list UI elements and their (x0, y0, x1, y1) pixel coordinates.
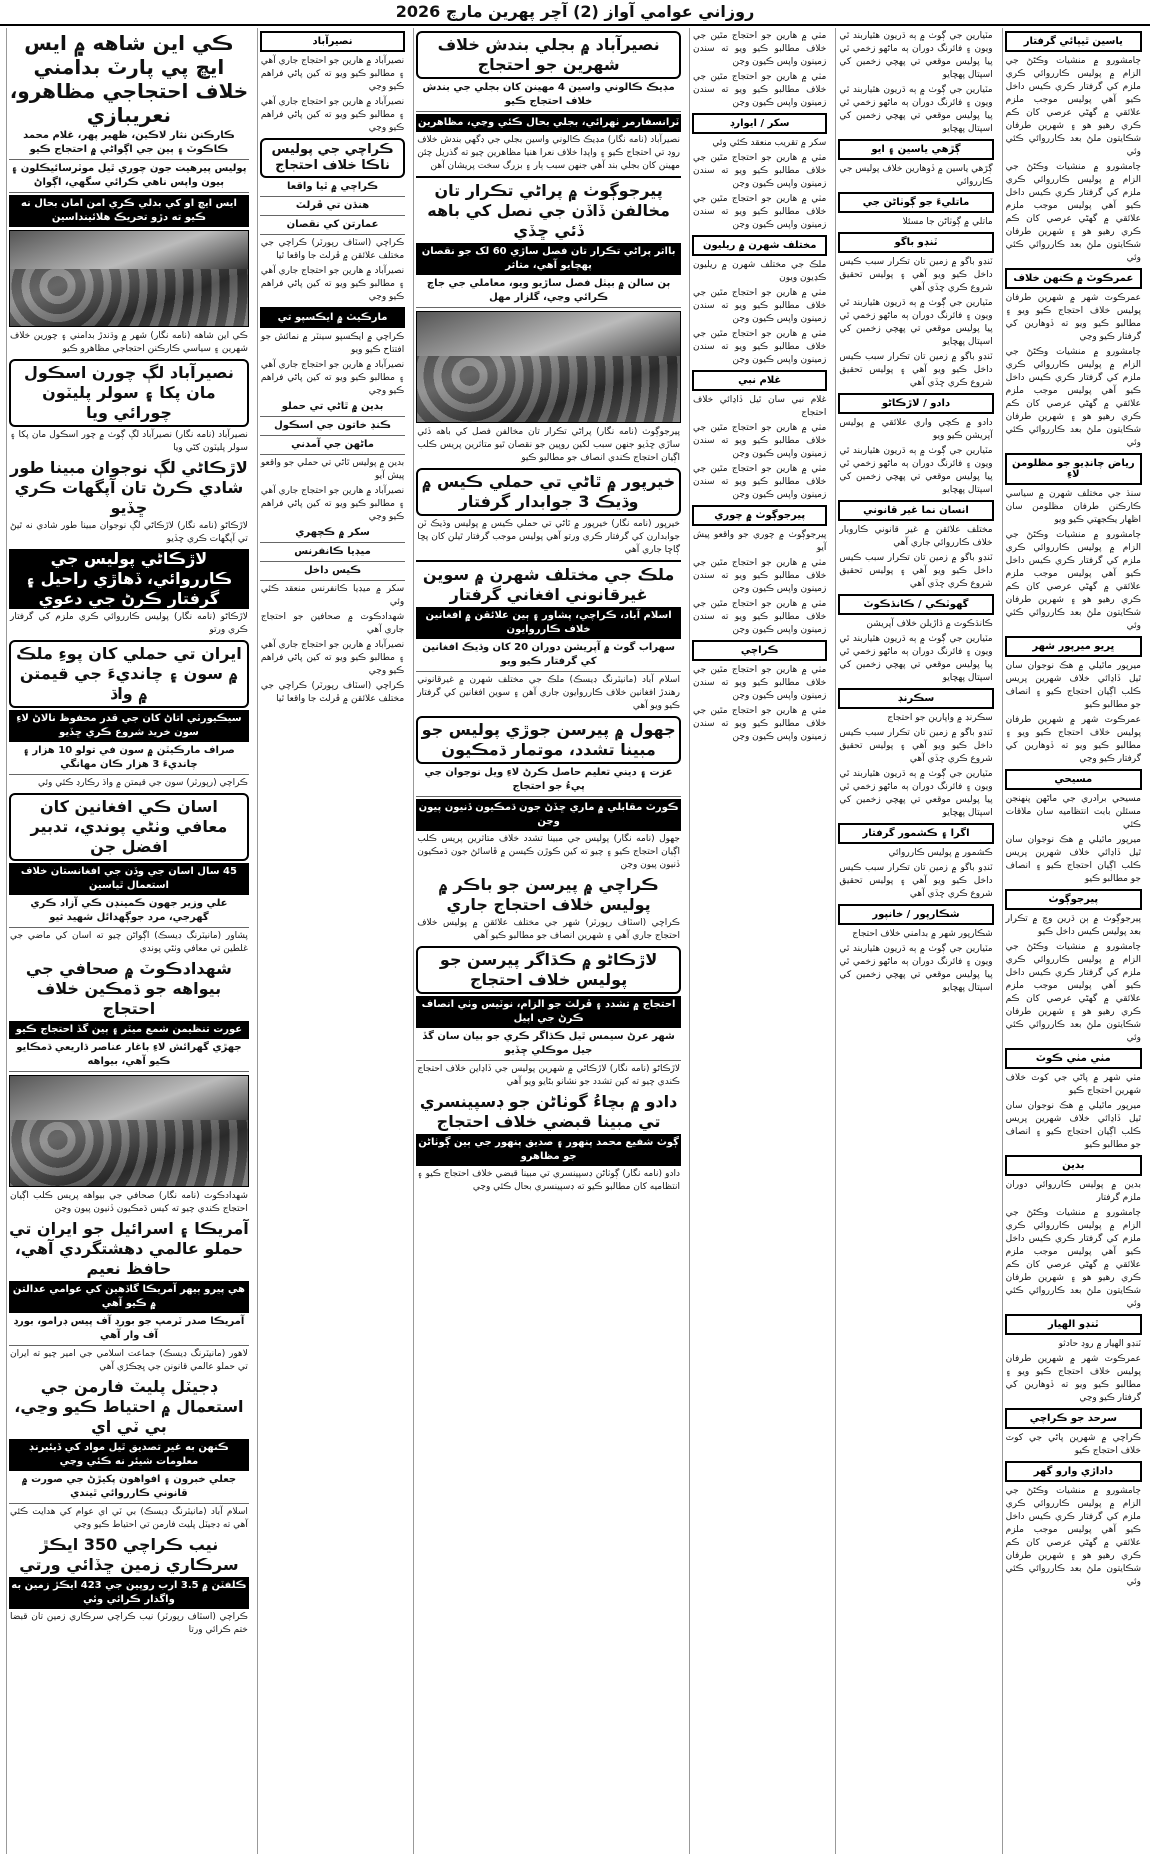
subheadline: سهراب گوٺ ۾ آپريشن دوران 20 کان وڌيڪ افغانين کي گرفتار ڪيو ويو (416, 641, 681, 672)
article-body: شهدادڪوٽ (نامه نگار) صحافي جي بيواهه پريس ڪلب اڳيان احتجاج ڪندي چيو ته کيس ڌمڪيون ڏنيون پيون وڃن (9, 1191, 248, 1214)
kicker: غلام نبي (692, 370, 827, 391)
headline: لاڙڪاڻي پوليس جي ڪارروائي، ڏهاڙي راحيل ۽ گرفتار ڪرڻ جي دعوي (9, 549, 249, 609)
subheadline: عمارتن کي نقصان (260, 218, 405, 235)
article-body: ڄامشورو ۾ منشيات وڪڻڻ جي الزام ۾ پوليس ڪارروائي ڪري ملزم کي گرفتار ڪري ڪيس داخل ڪيو آهي پوليس موجب ملزم علائقي ۾ گهڻي عرصي کان ڪم ڪري رهيو هو ۽ شهرين طرفان شڪايتون ملڻ بعد ڪارروائي ڪئي وئي (1005, 347, 1141, 448)
subheadline: ايس ايڇ او کي بدلي ڪري امن امان بحال نه ڪيو ته دڙو تحريڪ هلائينداسين (9, 195, 249, 227)
column-3 (689, 28, 829, 1854)
column-1 (1002, 28, 1144, 1854)
article-body: مٺي ۾ هارين جو احتجاج مٿين جي خلاف مطالبو ڪيو ويو ته سندن زمينون واپس ڪيون وڃن (692, 72, 827, 108)
article-body: عمرڪوٽ شهر ۾ شهرين طرفان پوليس خلاف احتجاج ڪيو ويو ۽ مطالبو ڪيو ويو ته ڏوهارين کي گرفتار ڪيو وڃي (1005, 293, 1141, 342)
article-body: بدين ۾ پوليس ڪارروائي دوران ملزم گرفتار (1005, 1180, 1141, 1203)
headline: ملڪ جي مختلف شهرن ۾ سوين غيرقانوني افغاني گرفتار (422, 565, 675, 604)
news-photo (9, 230, 249, 327)
kicker: عمرڪوٽ ۾ ڪنهن خلاف (1005, 268, 1142, 289)
columns (6, 28, 1144, 1854)
column-5 (257, 28, 407, 1854)
article-body: ڪراچي (اسٽاف رپورٽر) ڪراچي جي مختلف علائقن ۾ ڦرلٽ جا واقعا ٿيا (260, 238, 405, 261)
kicker: ڀريو ميرپور شهر (1005, 636, 1142, 657)
headline: نيب ڪراچي 350 ايڪڙ سرڪاري زمين ڇڏائي ورتي (19, 1535, 239, 1574)
headline: ڪي اين شاهه ۾ ايس ايڇ پي پارٽ بدامني خلاف احتجاجي مظاهرو، نعريبازي (9, 31, 249, 127)
article-body: مٺي ۾ هارين جو احتجاج مٿين جي خلاف مطالبو ڪيو ويو ته سندن زمينون واپس ڪيون وڃن (692, 423, 827, 459)
headline: آمريڪا ۽ اسرائيل جو ايران تي حملو عالمي دهشتگردي آهي، حافظ نعيم (9, 1219, 249, 1278)
subheadline: شهر عرڻ سيمس ٿيل ڪڌاگر ڪري جو بيان سان گڏ جيل موڪلي ڇڏيو (416, 1030, 681, 1061)
article-body: ٽنڊو باگو ۾ زمين تان تڪرار سبب ڪيس داخل ڪيو ويو آهي ۽ پوليس تحقيق شروع ڪري ڇڏي آهي (839, 728, 993, 764)
headline: اسان ڪي افغانين کان معافي وٺڻي پوندي، تدبير افضل جن (9, 793, 249, 861)
kicker: انسان نما غير قانوني (838, 500, 993, 521)
subheadline: سيڪيورٽي اتاڻ کان جي قدر محفوظ نالاڻ لاءِ سون خريد شروع ڪري ڇڏيو (9, 710, 249, 742)
kicker: ياسين ٿيٻائي گرفتار (1005, 31, 1142, 52)
article-body: مٽيارين جي ڳوٺ ۾ ٻه ڌريون هٿياربند ٿي ويون ۽ فائرنگ دوران ٻه ماڻهو زخمي ٿي پيا پوليس موقعي تي پهچي زخمين کي اسپتال پهچايو (839, 31, 993, 80)
divider (416, 560, 681, 562)
masthead: روزاني عوامي آواز (2) آچر پهرين مارچ 2026 (0, 0, 1150, 26)
kicker: پيرجوڳوٺ ۾ چوري (692, 505, 827, 526)
article-body: نصيرآباد (نامه نگار) نصيرآباد لڳ ڳوٺ ۾ چور اسڪول مان پکا ۽ سولر پليٽون کڻي ويا (9, 430, 248, 453)
article-body: ماتلي ۾ ڳوٺاڻن جا مسئلا (902, 217, 993, 227)
subheadline: ٽرانسفارمر ٺهرائي، بجلي بحال ڪئي وڃي، مظاهرين (416, 114, 681, 132)
article-body: مٽيارين جي ڳوٺ ۾ ٻه ڌريون هٿياربند ٿي ويون ۽ فائرنگ دوران ٻه ماڻهو زخمي ٿي پيا پوليس موقعي تي پهچي زخمين کي اسپتال پهچايو (839, 944, 993, 993)
article-body: خيرپور (نامه نگار) خيرپور ۾ ٿاڻي تي حملي ڪيس ۾ پوليس وڌيڪ ٽن جوابدارن کي گرفتار ڪري ورتو آهي پوليس موجب گرفتار ٿيلن کان پڇا ڳاڇا جاري آهي (417, 519, 680, 555)
kicker: شڪارپور / خانپور (838, 904, 993, 925)
subheadline: پوليس پيرهيت جون چوري ٿيل موٽرسائيڪلون ۽ ٻيون واپس ناهي ڪرائي سگهي، اڳواڻ (9, 162, 249, 193)
headline: جهول ۾ پيرسن جوڙي پوليس جو مبينا تشدد، موتمار ڌمڪيون (416, 716, 681, 764)
kicker: اگرا ۽ ڪشمور گرفتار (838, 823, 993, 844)
subheadline: سکر ۾ ڪچهري (260, 526, 405, 543)
article-body: اسلام آباد (مانيٽرنگ ڊيسڪ) بي ٽي اي عوام کي هدايت ڪئي آهي ته ڊجيٽل پليٽ فارمن تي احتياط ڪيو وڃي (9, 1507, 248, 1530)
kicker: مسيحي (1005, 769, 1142, 790)
article-body: سنڌ جي مختلف شهرن ۾ سياسي ڪارڪنن طرفان مظلومن سان اظهار يڪجهتي ڪيو ويو (1005, 489, 1141, 525)
kicker: ڪراچي (692, 640, 827, 661)
article-body: ڄامشورو ۾ منشيات وڪڻڻ جي الزام ۾ پوليس ڪارروائي ڪري ملزم کي گرفتار ڪري ڪيس داخل ڪيو آهي پوليس موجب ملزم علائقي ۾ گهڻي عرصي کان ڪم ڪري رهيو هو ۽ شهرين طرفان شڪايتون ملڻ بعد ڪارروائي ڪئي وئي (1005, 162, 1141, 263)
article-body: مٺي ۾ هارين جو احتجاج مٿين جي خلاف مطالبو ڪيو ويو ته سندن زمينون واپس ڪيون وڃن (692, 599, 827, 635)
article-body: ڪي اين شاهه (نامه نگار) شهر ۾ وڌندڙ بدامني ۽ چورين خلاف شهرين ۽ سياسي ڪارڪنن احتجاجي مظاهرو ڪيو (9, 331, 248, 354)
subheadline: احتجاج ۾ تشدد ۽ ڦرلٽ جو الزام، نوٽيس وٺي انصاف ڪرڻ جي اپيل (416, 996, 681, 1028)
kicker: ڳڙهي ياسين ۽ ايو (838, 139, 993, 160)
kicker: داداڙي وارو گهر (1005, 1461, 1142, 1482)
article-body: نصيرآباد ۾ هارين جو احتجاج جاري آهي ۽ مطالبو ڪيو ويو ته کين پاڻي فراهم ڪيو وڃي (260, 640, 405, 676)
article-body: ڪانڌڪوٽ ۾ ڌاڙيلن خلاف آپريشن (866, 619, 993, 629)
article-body: نصيرآباد ۾ هارين جو احتجاج جاري آهي ۽ مطالبو ڪيو ويو ته کين پاڻي فراهم ڪيو وڃي (260, 360, 405, 396)
article-body: مٺي شهر ۾ پاڻي جي کوٽ خلاف شهرين احتجاج ڪيو (1005, 1073, 1141, 1096)
kicker: ماتليءَ جو ڳوٺاڻن جي (838, 192, 993, 213)
subheadline: ٻن سالن ۾ بيٺل فصل ساڙيو ويو، معاملي جي جاچ ڪرائي وڃي، گلزار مهل (416, 277, 681, 308)
kicker: پيرجوڳوٺ (1005, 889, 1142, 910)
kicker: گهوٽڪي / ڪانڌڪوٽ (838, 594, 993, 615)
article-body: مٺي ۾ هارين جو احتجاج مٿين جي خلاف مطالبو ڪيو ويو ته سندن زمينون واپس ڪيون وڃن (692, 153, 827, 189)
article-body: ميرپور ماٿيلي ۾ هڪ نوجوان سان ٿيل ڏاڍائي خلاف شهرين پريس ڪلب اڳيان احتجاج ڪيو ۽ انصاف جو مطالبو ڪيو (1005, 835, 1141, 884)
subheadline: عورت تنظيمن شمع ميٽر ۽ ٻين گڏ احتجاج ڪيو (9, 1021, 249, 1039)
article-body: نصيرآباد ۾ هارين جو احتجاج جاري آهي ۽ مطالبو ڪيو ويو ته کين پاڻي فراهم ڪيو وڃي (260, 486, 405, 522)
article-body: لاڙڪاڻو (نامه نگار) پوليس ڪارروائي ڪري ملزم کي گرفتار ڪري ورتو (9, 612, 248, 635)
kicker: بدين (1005, 1155, 1142, 1176)
column-4 (413, 28, 683, 1854)
subheadline: هنڌن تي ڦرلٽ (260, 199, 405, 216)
kicker: ٽنڊو الهيار (1005, 1314, 1142, 1335)
column-2 (835, 28, 995, 1854)
news-photo (9, 1075, 249, 1187)
article-body: مختلف علائقن ۾ غير قانوني ڪاروبار خلاف ڪارروائي جاري آهي (839, 525, 993, 548)
article-body: شهدادڪوٽ ۾ صحافين جو احتجاج جاري آهي (260, 612, 405, 635)
headline: ڪراچي جي پوليس ناڪا خلاف احتجاج (260, 138, 405, 178)
subheadline: ڳوٺ شفيع محمد پنهور ۽ صديق پنهور جي ٻين ڳوٺاڻن جو مظاهرو (416, 1134, 681, 1166)
article-body: مٺي ۾ هارين جو احتجاج مٿين جي خلاف مطالبو ڪيو ويو ته سندن زمينون واپس ڪيون وڃن (692, 558, 827, 594)
column-6 (6, 28, 251, 1854)
article-body: مٽيارين جي ڳوٺ ۾ ٻه ڌريون هٿياربند ٿي ويون ۽ فائرنگ دوران ٻه ماڻهو زخمي ٿي پيا پوليس موقعي تي پهچي زخمين کي اسپتال پهچايو (839, 85, 993, 134)
headline: پيرجوڳوٺ ۾ پراڻي تڪرار تان مخالفن ڏاڏن جي نصل کي باهه ڏئي ڇڏي (427, 181, 670, 240)
subheadline: آمريڪا صدر ٽرمپ جو بورڊ آف پيس ڊرامو، بورڊ آف وار آهي (9, 1315, 249, 1346)
kicker: سکر / ايوارڊ (692, 113, 827, 134)
subheadline: مڊيڪ ڪالوني واسين 4 مهينن کان بجلي جي بندش خلاف احتجاج ڪيو (416, 81, 681, 112)
headline: خيرپور ۾ ٿاڻي تي حملي ڪيس ۾ وڌيڪ 3 جوابدار گرفتار (416, 468, 681, 516)
article-body: مٺي ۾ هارين جو احتجاج مٿين جي خلاف مطالبو ڪيو ويو ته سندن زمينون واپس ڪيون وڃن (692, 31, 827, 67)
kicker: سڪرنڊ (838, 688, 993, 709)
headline: ڊجيٽل پليٽ فارمن جي استعمال ۾ احتياط ڪيو وڃي، بي ٽي اي (14, 1377, 244, 1436)
subheadline: علي وزير جهون ڪمينڊن ڪي آزاد ڪري گهرجي، مرد جوڳهدائل شهيد ثيو (9, 897, 249, 928)
subheadline: صراف مارڪيٽن ۾ سون في تولو 10 هزار ۽ چانديءَ 3 هزار ڪان مهانگي (9, 744, 249, 775)
article-body: مٺي ۾ هارين جو احتجاج مٿين جي خلاف مطالبو ڪيو ويو ته سندن زمينون واپس ڪيون وڃن (692, 329, 827, 365)
kicker: سرحد جو ڪراچي (1005, 1408, 1142, 1429)
article-body: ميرپور ماٿيلي ۾ هڪ نوجوان سان ٿيل ڏاڍائي خلاف شهرين پريس ڪلب اڳيان احتجاج ڪيو ۽ انصاف جو مطالبو ڪيو (1005, 661, 1141, 710)
subheadline: 45 سال اسان جي وڏن جي افغانستان خلاف استعمال ٿياسين (9, 863, 249, 895)
article-body: ٽنڊو باگو ۾ زمين تان تڪرار سبب ڪيس داخل ڪيو ويو آهي ۽ پوليس تحقيق شروع ڪري ڇڏي آهي (839, 352, 993, 388)
article-body: اسلام آباد (مانيٽرنگ ڊيسڪ) ملڪ جي مختلف شهرن ۾ غيرقانوني رهندڙ افغانين خلاف ڪارروايون جاري آهن ۽ سوين افغانين کي گرفتار ڪيو ويو آهي (417, 675, 680, 711)
subheadline: جهڙي گهرائش لاءِ باغار عناصر ڌاريعي ڌمڪايو ڪيو آهي، بيواهه (9, 1041, 249, 1072)
article-body: ملڪ جي مختلف شهرن ۾ ريليون ڪڍيون ويون (692, 260, 827, 283)
subheadline: ڪنڊ خاتون جي اسڪول (260, 419, 405, 436)
article-body: ٽنڊو باگو ۾ زمين تان تڪرار سبب ڪيس داخل ڪيو ويو آهي ۽ پوليس تحقيق شروع ڪري ڇڏي آهي (839, 553, 993, 589)
article-body: مٽيارين جي ڳوٺ ۾ ٻه ڌريون هٿياربند ٿي ويون ۽ فائرنگ دوران ٻه ماڻهو زخمي ٿي پيا پوليس موقعي تي پهچي زخمين کي اسپتال پهچايو (839, 298, 993, 347)
article-body: بدين ۾ پوليس ٿاڻي تي حملي جو واقعو پيش آيو (260, 458, 405, 481)
kicker: دادو / لاڙڪاڻو (838, 393, 993, 414)
article-body: ڪشمور ۾ پوليس ڪارروائي (888, 848, 993, 858)
headline: دادو ۾ بچاءُ گوٺاڻن جو ڊسپينسري تي مبينا قبضي خلاف احتجاج (419, 1092, 678, 1131)
headline: ڪراچي ۾ پيرسن جو باڪر ۾ پوليس خلاف احتجاج جاري (438, 875, 659, 914)
article-body: مٽيارين جي ڳوٺ ۾ ٻه ڌريون هٿياربند ٿي ويون ۽ فائرنگ دوران ٻه ماڻهو زخمي ٿي پيا پوليس موقعي تي پهچي زخمين کي اسپتال پهچايو (839, 769, 993, 818)
article-body: ڪراچي (اسٽاف رپورٽر) ڪراچي جي مختلف علائقن ۾ ڦرلٽ جا واقعا ٿيا (260, 681, 405, 704)
article-body: ميرپور ماٿيلي ۾ هڪ نوجوان سان ٿيل ڏاڍائي خلاف شهرين پريس ڪلب اڳيان احتجاج ڪيو ۽ انصاف جو مطالبو ڪيو (1005, 1101, 1141, 1150)
headline: شهدادڪوٽ ۾ صحافي جي بيواهه جو ڌمڪين خلاف احتجاج (25, 959, 232, 1018)
article-body: ڄامشورو ۾ منشيات وڪڻڻ جي الزام ۾ پوليس ڪارروائي ڪري ملزم کي گرفتار ڪري ڪيس داخل ڪيو آهي پوليس موجب ملزم علائقي ۾ گهڻي عرصي کان ڪم ڪري رهيو هو ۽ شهرين طرفان شڪايتون ملڻ بعد ڪارروائي ڪئي وئي (1005, 1208, 1141, 1309)
article-body: مٽيارين جي ڳوٺ ۾ ٻه ڌريون هٿياربند ٿي ويون ۽ فائرنگ دوران ٻه ماڻهو زخمي ٿي پيا پوليس موقعي تي پهچي زخمين کي اسپتال پهچايو (839, 634, 993, 683)
article-body: سکر ۾ ميڊيا ڪانفرنس منعقد ڪئي وئي (260, 584, 405, 607)
subheadline: ميڊيا ڪانفرنس (260, 545, 405, 562)
article-body: غلام نبي سان ٿيل ڏاڍائي خلاف احتجاج (692, 395, 827, 418)
divider (416, 176, 681, 178)
article-body: لاڙڪاڻو (نامه نگار) لاڙڪاڻي لڳ نوجوان مبينا طور شادي نه ٿيڻ تي آپگهات ڪري ڇڏيو (9, 521, 248, 544)
kicker: مارڪيٽ ۾ ايڪسپو تي (260, 307, 405, 328)
article-body: ڪراچي ۾ ايڪسپو سينٽر ۾ نمائش جو افتتاح ڪيو ويو (260, 332, 405, 355)
subheadline: بدين ۾ ٿاڻي تي حملو (260, 400, 405, 417)
article-body: ڄامشورو ۾ منشيات وڪڻڻ جي الزام ۾ پوليس ڪارروائي ڪري ملزم کي گرفتار ڪري ڪيس داخل ڪيو آهي پوليس موجب ملزم علائقي ۾ گهڻي عرصي کان ڪم ڪري رهيو هو ۽ شهرين طرفان شڪايتون ملڻ بعد ڪارروائي ڪئي وئي (1005, 530, 1141, 631)
kicker: مٺي مٺي ڪوٽ (1005, 1048, 1142, 1069)
article-body: ٽنڊو باگو ۾ زمين تان تڪرار سبب ڪيس داخل ڪيو ويو آهي ۽ پوليس تحقيق شروع ڪري ڇڏي آهي (839, 863, 993, 899)
article-body: ڪراچي (اسٽاف رپورٽر) نيب ڪراچي سرڪاري زمين تان قبضا ختم ڪرائي ورتا (9, 1612, 248, 1635)
article-body: ڳڙهي ياسين ۾ ڏوهارين خلاف پوليس جي ڪارروائي (839, 164, 993, 187)
article-body: لاڙڪاڻو (نامه نگار) لاڙڪاڻي ۾ شهرين پوليس جي ڏاڍاين خلاف احتجاج ڪندي چيو ته کين تشدد جو نشانو بڻايو ويو آهي (417, 1064, 680, 1087)
headline: نصيرآباد ۾ بجلي بندش خلاف شهرين جو احتجاج (416, 31, 681, 79)
article-body: پيرجوڳوٺ ۾ چوري جو واقعو پيش آيو (692, 530, 827, 553)
subheadline: ڪارڪنن نثار لاڪين، ظهير پهر، غلام محمد ڪاڪوٽ ۽ ٻين جي اڳواڻي ۾ احتجاج ڪيو (9, 129, 249, 160)
article-body: لاهور (مانيٽرنگ ڊيسڪ) جماعت اسلامي جي امير چيو ته ايران تي حملو عالمي قانونن جي ڀڃڪڙي آهي (9, 1349, 248, 1372)
subheadline: اسلام آباد، ڪراچي، پشاور ۽ ٻين علائقن ۾ افغانين خلاف ڪارروايون (416, 607, 681, 639)
subheadline: ڪلفٽن ۾ 3.5 ارب روپين جي 423 ايڪڙ زمين به واگذار ڪرائي وئي (9, 1577, 249, 1609)
headline: لاڙڪاڻي لڳ نوجوان مبينا طور شادي ڪرڻ تان آپگهات ڪري ڇڏيو (10, 458, 248, 517)
article-body: ٽنڊو الهيار ۾ روڊ حادثو (1058, 1339, 1141, 1349)
article-body: پشاور (مانيٽرنگ ڊيسڪ) اڳواڻن چيو ته اسان کي ماضي جي غلطين تي معافي وٺڻي پوندي (9, 931, 248, 954)
article-body: پيرجوڳوٺ ۾ ٻن ڌرين وچ ۾ تڪرار بعد پوليس ڪيس داخل ڪيو (1005, 914, 1141, 937)
article-body: نصيرآباد (نامه نگار) مڊيڪ ڪالوني واسين بجلي جي ڊگهي بندش خلاف روڊ تي احتجاج ڪيو ۽ واپڊا خلاف نعرا هنيا مظاهرين چيو ته گذريل چئن مهينن کان بجلي بند آهي جنهن سبب ٻار ۽ بزرگ سخت پريشان آهن (417, 135, 680, 171)
article-body: ڪراچي (اسٽاف رپورٽر) شهر جي مختلف علائقن ۾ پوليس خلاف احتجاج جاري آهي ۽ شهرين انصاف جو مطالبو ڪيو آهي (417, 918, 680, 941)
subheadline: ڪراچي ۾ ٿيا واقعا (260, 180, 405, 197)
article-body: دادو ۾ ڪچي واري علائقي ۾ پوليس آپريشن ڪيو ويو (839, 418, 993, 441)
subheadline: بااثر پراڻي تڪرار تان فصل ساڙي 60 لک جو نقصان پهچايو آهي، متاثر (416, 243, 681, 275)
subheadline: جعلي خبرون ۽ افواهون پکيڙڻ جي صورت ۾ قانوني ڪارروائي ٿيندي (9, 1473, 249, 1504)
kicker: مختلف شهرن ۾ ريليون (692, 235, 827, 256)
article-body: مسيحي برادري جي ماڻهن پنهنجن مسئلن بابت انتظاميه سان ملاقات ڪئي (1005, 794, 1141, 830)
article-body: مٺي ۾ هارين جو احتجاج مٿين جي خلاف مطالبو ڪيو ويو ته سندن زمينون واپس ڪيون وڃن (692, 464, 827, 500)
news-photo (416, 311, 681, 423)
article-body: ڪراچي ۾ شهرين پاڻي جي کوٽ خلاف احتجاج ڪيو (1005, 1433, 1141, 1456)
article-body: عمرڪوٽ شهر ۾ شهرين طرفان پوليس خلاف احتجاج ڪيو ويو ۽ مطالبو ڪيو ويو ته ڏوهارين کي گرفتار ڪيو وڃي (1005, 1354, 1141, 1403)
headline: ايران تي حملي کان پوءِ ملڪ ۾ سون ۽ چانديءَ جي قيمتن ۾ واڌ (9, 640, 249, 708)
article-body: مٽيارين جي ڳوٺ ۾ ٻه ڌريون هٿياربند ٿي ويون ۽ فائرنگ دوران ٻه ماڻهو زخمي ٿي پيا پوليس موقعي تي پهچي زخمين کي اسپتال پهچايو (839, 446, 993, 495)
article-body: پيرجوڳوٺ (نامه نگار) پراڻي تڪرار تان مخالفن فصل کي باهه ڏئي ساڙي ڇڏيو جنهن سبب لکين روپين جو نقصان ٿيو متاثرين پريس ڪلب اڳيان احتجاج ڪندي انصاف جو مطالبو ڪيو (417, 427, 680, 463)
subheadline: ڪنهن به غير تصديق ٿيل مواد کي ڏيئيرنڊ معلومات شيئر نه ڪئي وڃي (9, 1439, 249, 1471)
article-body: عمرڪوٽ شهر ۾ شهرين طرفان پوليس خلاف احتجاج ڪيو ويو ۽ مطالبو ڪيو ويو ته ڏوهارين کي گرفتار ڪيو وڃي (1005, 715, 1141, 764)
article-body: سکر ۾ تقريب منعقد ڪئي وئي (712, 138, 827, 148)
article-body: ڄامشورو ۾ منشيات وڪڻڻ جي الزام ۾ پوليس ڪارروائي ڪري ملزم کي گرفتار ڪري ڪيس داخل ڪيو آهي پوليس موجب ملزم علائقي ۾ گهڻي عرصي کان ڪم ڪري رهيو هو ۽ شهرين طرفان شڪايتون ملڻ بعد ڪارروائي ڪئي وئي (1005, 56, 1141, 157)
article-body: جهول (نامه نگار) پوليس جي مبينا تشدد خلاف متاثرين پريس ڪلب اڳيان احتجاج ڪيو ۽ چيو ته کين ڪوڙن ڪيسن ۾ ڦاسائڻ جون ڌمڪيون ڏنيون پيون وڃن (417, 834, 680, 870)
article-body: ٽنڊو باگو ۾ زمين تان تڪرار سبب ڪيس داخل ڪيو ويو آهي ۽ پوليس تحقيق شروع ڪري ڇڏي آهي (839, 257, 993, 293)
subheadline: هي پيرو ٻيهر آمريڪا گاڏهين کي عوامي عدالتن ۾ ڪيو آهي (9, 1281, 249, 1313)
article-body: مٺي ۾ هارين جو احتجاج مٿين جي خلاف مطالبو ڪيو ويو ته سندن زمينون واپس ڪيون وڃن (692, 706, 827, 742)
kicker: ٽنڊو باگو (838, 232, 993, 253)
kicker: رياض چانڊيو جو مظلومن لاءِ (1005, 453, 1142, 485)
article-body: مٺي ۾ هارين جو احتجاج مٿين جي خلاف مطالبو ڪيو ويو ته سندن زمينون واپس ڪيون وڃن (692, 665, 827, 701)
article-body: ڪراچي (رپورٽر) سون جي قيمتن ۾ واڌ رڪارڊ ڪئي وئي (38, 778, 248, 788)
headline: لاڙڪاڻو ۾ ڪڌاگر پيرسن جو پوليس خلاف احتجاج (416, 946, 681, 994)
headline: نصيرآباد لڳ چورن اسڪول مان پکا ۽ سولر پليٽون چورائي ويا (9, 359, 249, 427)
kicker: نصيرآباد (260, 31, 405, 52)
subheadline: ڪورٽ مقابلي ۾ ماري ڇڏڻ جون ڌمڪيون ڏنيون پيون وڃن (416, 799, 681, 831)
article-body: مٺي ۾ هارين جو احتجاج مٿين جي خلاف مطالبو ڪيو ويو ته سندن زمينون واپس ڪيون وڃن (692, 288, 827, 324)
article-body: ڄامشورو ۾ منشيات وڪڻڻ جي الزام ۾ پوليس ڪارروائي ڪري ملزم کي گرفتار ڪري ڪيس داخل ڪيو آهي پوليس موجب ملزم علائقي ۾ گهڻي عرصي کان ڪم ڪري رهيو هو ۽ شهرين طرفان شڪايتون ملڻ بعد ڪارروائي ڪئي وئي (1005, 942, 1141, 1043)
article-body: ڄامشورو ۾ منشيات وڪڻڻ جي الزام ۾ پوليس ڪارروائي ڪري ملزم کي گرفتار ڪري ڪيس داخل ڪيو آهي پوليس موجب ملزم علائقي ۾ گهڻي عرصي کان ڪم ڪري رهيو هو ۽ شهرين طرفان شڪايتون ملڻ بعد ڪارروائي ڪئي وئي (1005, 1486, 1141, 1587)
article-body: نصيرآباد ۾ هارين جو احتجاج جاري آهي ۽ مطالبو ڪيو ويو ته کين پاڻي فراهم ڪيو وڃي (260, 97, 405, 133)
article-body: سڪرنڊ ۾ واپارين جو احتجاج (887, 713, 993, 723)
article-body: نصيرآباد ۾ هارين جو احتجاج جاري آهي ۽ مطالبو ڪيو ويو ته کين پاڻي فراهم ڪيو وڃي (260, 266, 405, 302)
subheadline: عزت ۽ ديني تعليم حاصل ڪرڻ لاءِ ويل نوجوان جي پيءُ جو احتجاج (416, 766, 681, 797)
article-body: شڪارپور شهر ۾ بدامني خلاف احتجاج (852, 929, 993, 939)
subheadline: ڪيس داخل (260, 564, 405, 581)
article-body: مٺي ۾ هارين جو احتجاج مٿين جي خلاف مطالبو ڪيو ويو ته سندن زمينون واپس ڪيون وڃن (692, 194, 827, 230)
article-body: نصيرآباد ۾ هارين جو احتجاج جاري آهي ۽ مطالبو ڪيو ويو ته کين پاڻي فراهم ڪيو وڃي (260, 56, 405, 92)
subheadline: ماڻهن جي آمدني (260, 438, 405, 455)
article-body: دادو (نامه نگار) ڳوٺاڻن ڊسپينسري تي مبينا قبضي خلاف احتجاج ڪيو ۽ انتظاميه کان مطالبو ڪيو ته ڊسپينسري بحال ڪئي وڃي (417, 1169, 680, 1192)
